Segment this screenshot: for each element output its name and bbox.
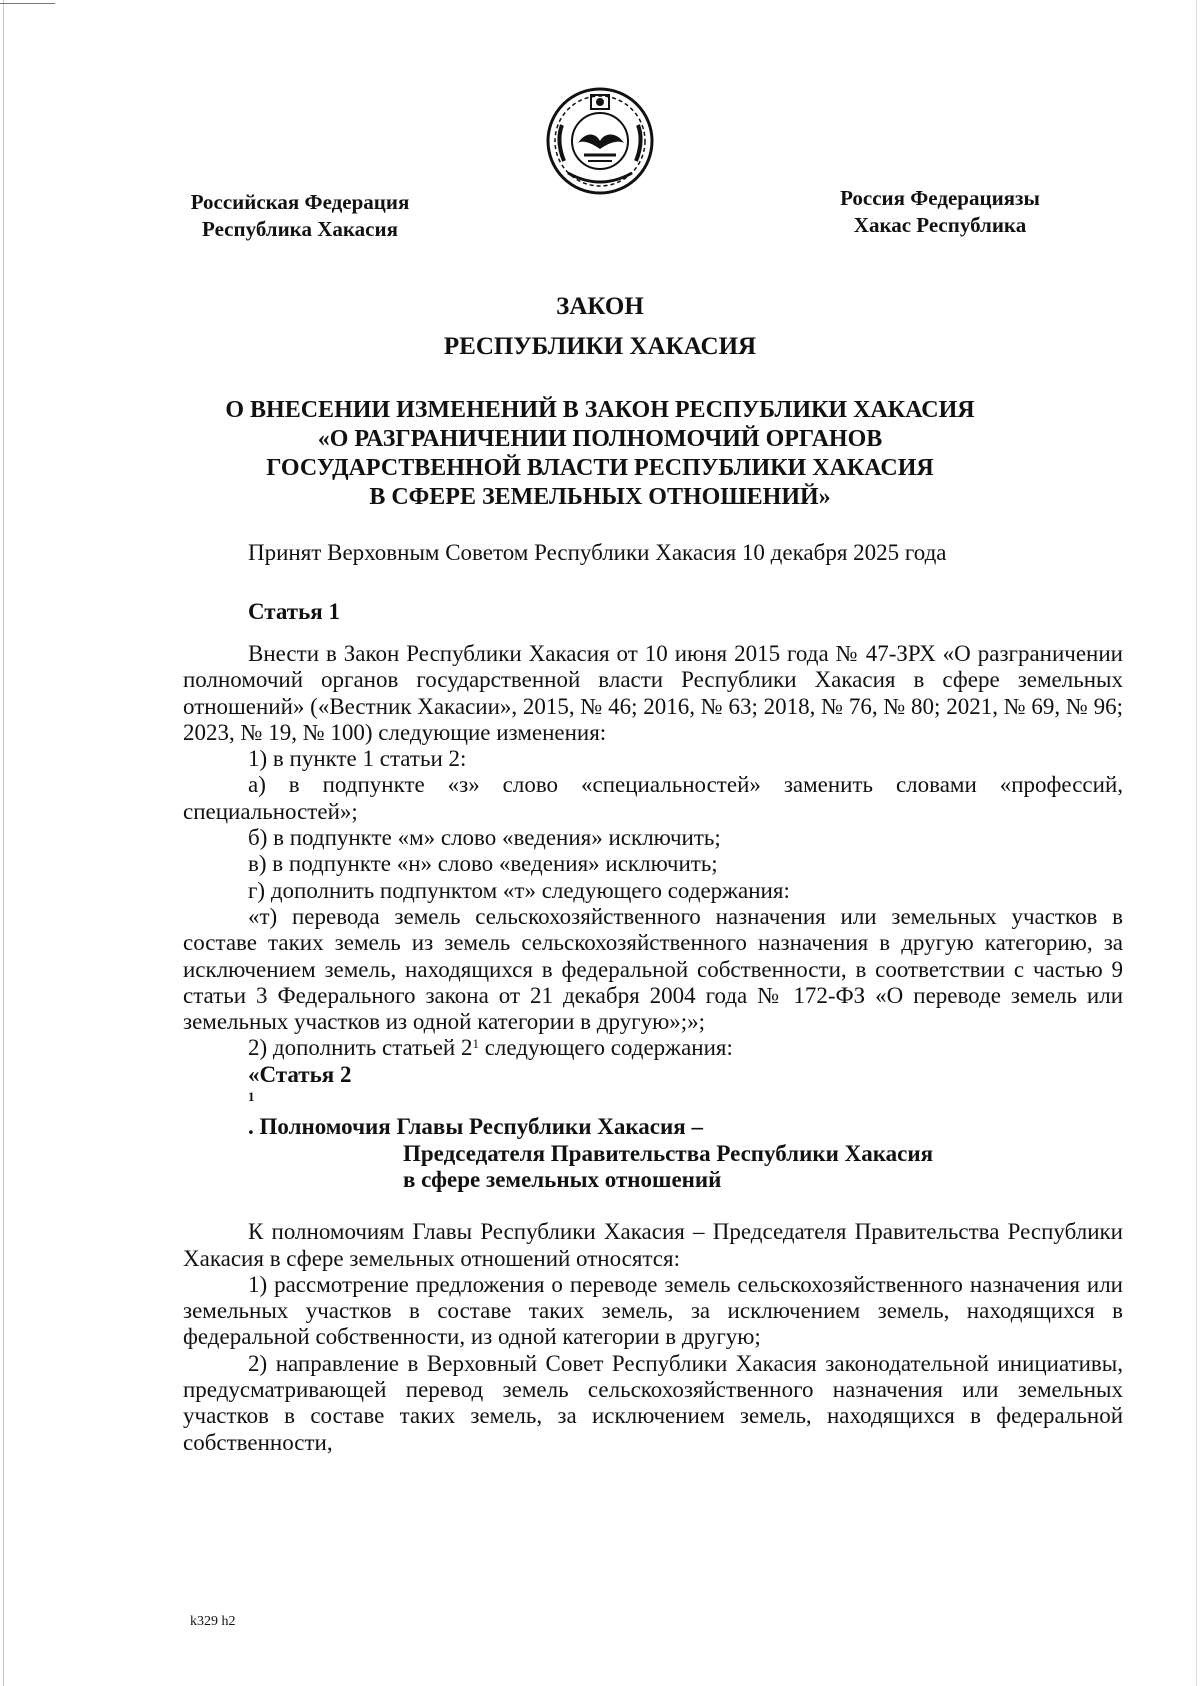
article-2-1-title: . Полномочия Главы Республики Хакасия – [248,1114,703,1140]
power-item-2: 2) направление в Верховный Совет Республики Хакасия законодательной инициативы, предусматривающей перевод земель сельскохозяйственного назначения или земельных участков в составе таких земель, за исключением земель, находящихся в федеральной собственности, [183,1350,1123,1455]
article-1-heading: Статья 1 [248,599,340,624]
coat-of-arms-icon [544,85,656,197]
header-right [810,185,1070,239]
header-left-line2: Республика Хакасия [202,217,398,241]
scan-edge-top [0,3,55,4]
subject-line: В СФЕРЕ ЗЕМЕЛЬНЫХ ОТНОШЕНИЙ» [369,484,831,510]
amendment-item-1b: б) в подпункте «м» слово «ведения» исключить; [248,825,721,851]
subject-line: ГОСУДАРСТВЕННОЙ ВЛАСТИ РЕСПУБЛИКИ ХАКАСИЯ [266,455,934,481]
scan-edge-left [3,0,4,1686]
article-2-1-superscript: 1 [248,1089,255,1105]
subject-line: О ВНЕСЕНИИ ИЗМЕНЕНИЙ В ЗАКОН РЕСПУБЛИКИ ХАКАСИЯ [225,397,975,423]
article-2-1-heading-line3: в сфере земельных отношений [403,1166,722,1192]
item2-text: 2) дополнить статьей 2 [248,1035,473,1061]
scan-edge-right [1196,0,1197,1686]
header-right-line2: Хакас Республика [853,213,1027,237]
amendment-item-2 [183,1035,1123,1061]
law-title-republic: РЕСПУБЛИКИ ХАКАСИЯ [443,333,757,360]
amendment-item-1: 1) в пункте 1 статьи 2: [248,746,467,772]
law-subject [0,396,1200,512]
amendment-item-1a: а) в подпункте «з» слово «специальностей» заменить словами «профессий, специальностей»; [183,772,1123,824]
page-footer-code: k329 h2 [190,1614,236,1629]
amendment-item-1g: г) дополнить подпунктом «т» следующего содержания: [248,877,790,903]
subject-line: «О РАЗГРАНИЧЕНИИ ПОЛНОМОЧИЙ ОРГАНОВ [317,426,883,452]
item2-text-after: следующего содержания: [478,1035,733,1061]
header-left-line1: Российская Федерация [190,190,410,214]
power-item-1: 1) рассмотрение предложения о переводе земель сельскохозяйственного назначения или земельных участков в составе таких земель, за исключением земель, находящихся в федеральной собственности, из одной категории в другую; [183,1271,1123,1350]
amendment-item-1t: «т) перевода земель сельскохозяйственного назначения или земельных участков в составе таких земель из земель сельскохозяйственного назначения в другую категорию, за исключением земель, находящихся в федеральной собственности, в соответствии с частью 9 статьи 3 Федерального закона от 21 декабря 2004 года № 172-ФЗ «О переводе земель или земельных участков из одной категории в другую»;»; [183,903,1123,1035]
spacer [183,1193,1123,1219]
article-2-1-heading [183,1062,1123,1193]
article-1-intro: Внести в Закон Республики Хакасия от 10 июня 2015 года № 47-ЗРХ «О разграничении полномочий органов государственной власти Республики Хакасия в сфере земельных отношений» («Вестник Хакасии», 2015, № 46; 2016, № 63; 2018, № 76, № 80; 2021, № 69, № 96; 2023, № 19, № 100) следующие изменения: [183,641,1123,745]
item2-superscript: 1 [472,1036,479,1052]
adoption-note: Принят Верховным Советом Республики Хакасия 10 декабря 2025 года [248,540,947,565]
article-2-1-prefix: «Статья 2 [248,1061,352,1087]
article-2-1-intro: К полномочиям Главы Республики Хакасия – Председателя Правительства Республики Хакасия в сфере земельных отношений относятся: [183,1219,1123,1271]
header-left [160,189,440,243]
law-title: ЗАКОН [556,293,644,320]
header-right-line1: Россия Федерациязы [840,186,1040,210]
amendment-item-1v: в) в подпункте «н» слово «ведения» исключить; [248,851,718,877]
article-2-1-heading-line1 [248,1062,1123,1141]
document-body [183,641,1123,1456]
article-2-1-heading-line2: Председателя Правительства Республики Хакасия [403,1140,934,1166]
